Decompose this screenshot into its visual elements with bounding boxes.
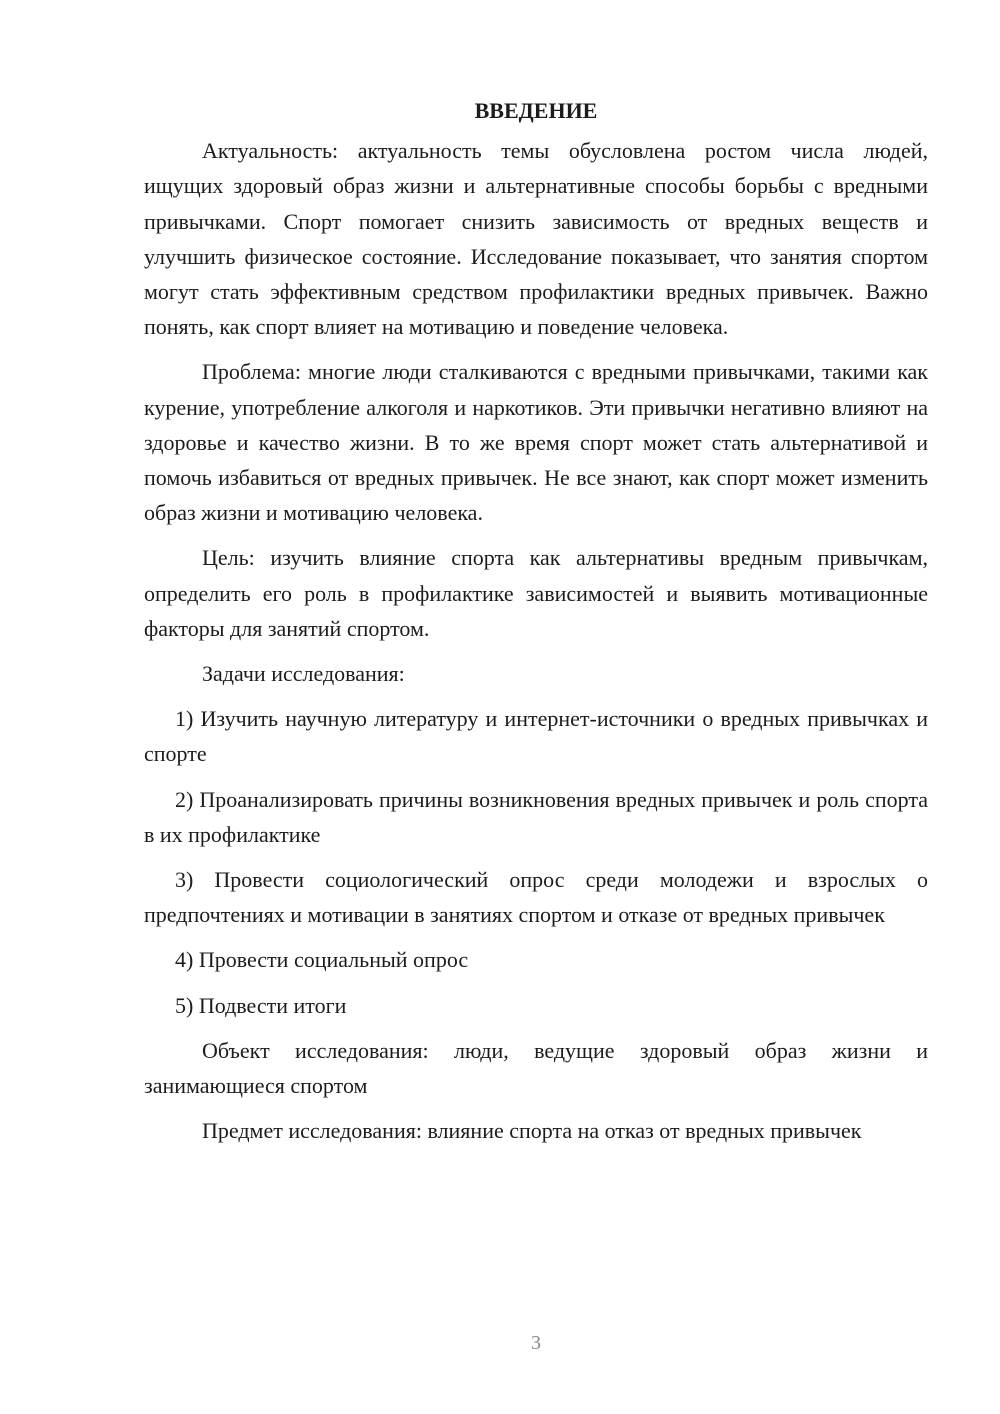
task-item-2: 2) Проанализировать причины возникновения вредных привычек и роль спорта в их профилактике	[144, 786, 928, 847]
relevance-paragraph: Актуальность: актуальность темы обусловлена ростом числа людей, ищущих здоровый образ жизни и альтернативные способы борьбы с вредными привычками. Спорт помогает снизить зависимость от вредных веществ и улучшить физическое состояние. Исследование показывает, что занятия спортом могут стать эффективным средством профилактики вредных привычек. Важно понять, как спорт влияет на мотивацию и поведение человека.	[144, 138, 928, 340]
task-item-5: 5) Подвести итоги	[175, 992, 347, 1018]
page-number: 3	[531, 1332, 541, 1354]
tasks-heading: Задачи исследования:	[202, 661, 405, 687]
goal-paragraph: Цель: изучить влияние спорта как альтернативы вредным привычкам, определить его роль в профилактике зависимостей и выявить мотивационные факторы для занятий спортом.	[144, 545, 928, 641]
research-object-paragraph: Объект исследования: люди, ведущие здоровый образ жизни и занимающиеся спортом	[144, 1037, 928, 1099]
task-item-4: 4) Провести социальный опрос	[175, 947, 469, 973]
task-item-1: 1) Изучить научную литературу и интернет-источники о вредных привычках и спорте	[144, 706, 928, 767]
page-content	[144, 93, 928, 1158]
page-title: ВВЕДЕНИЕ	[474, 98, 598, 123]
research-subject-paragraph: Предмет исследования: влияние спорта на отказ от вредных привычек	[202, 1118, 862, 1144]
task-item-3: 3) Провести социологический опрос среди молодежи и взрослых о предпочтениях и мотивации в занятиях спортом и отказе от вредных привычек	[144, 867, 928, 928]
problem-paragraph: Проблема: многие люди сталкиваются с вредными привычками, такими как курение, употребление алкоголя и наркотиков. Эти привычки негативно влияют на здоровье и качество жизни. В то же время спорт может стать альтернативой и помочь избавиться от вредных привычек. Не все знают, как спорт может изменить образ жизни и мотивацию человека.	[144, 359, 928, 526]
